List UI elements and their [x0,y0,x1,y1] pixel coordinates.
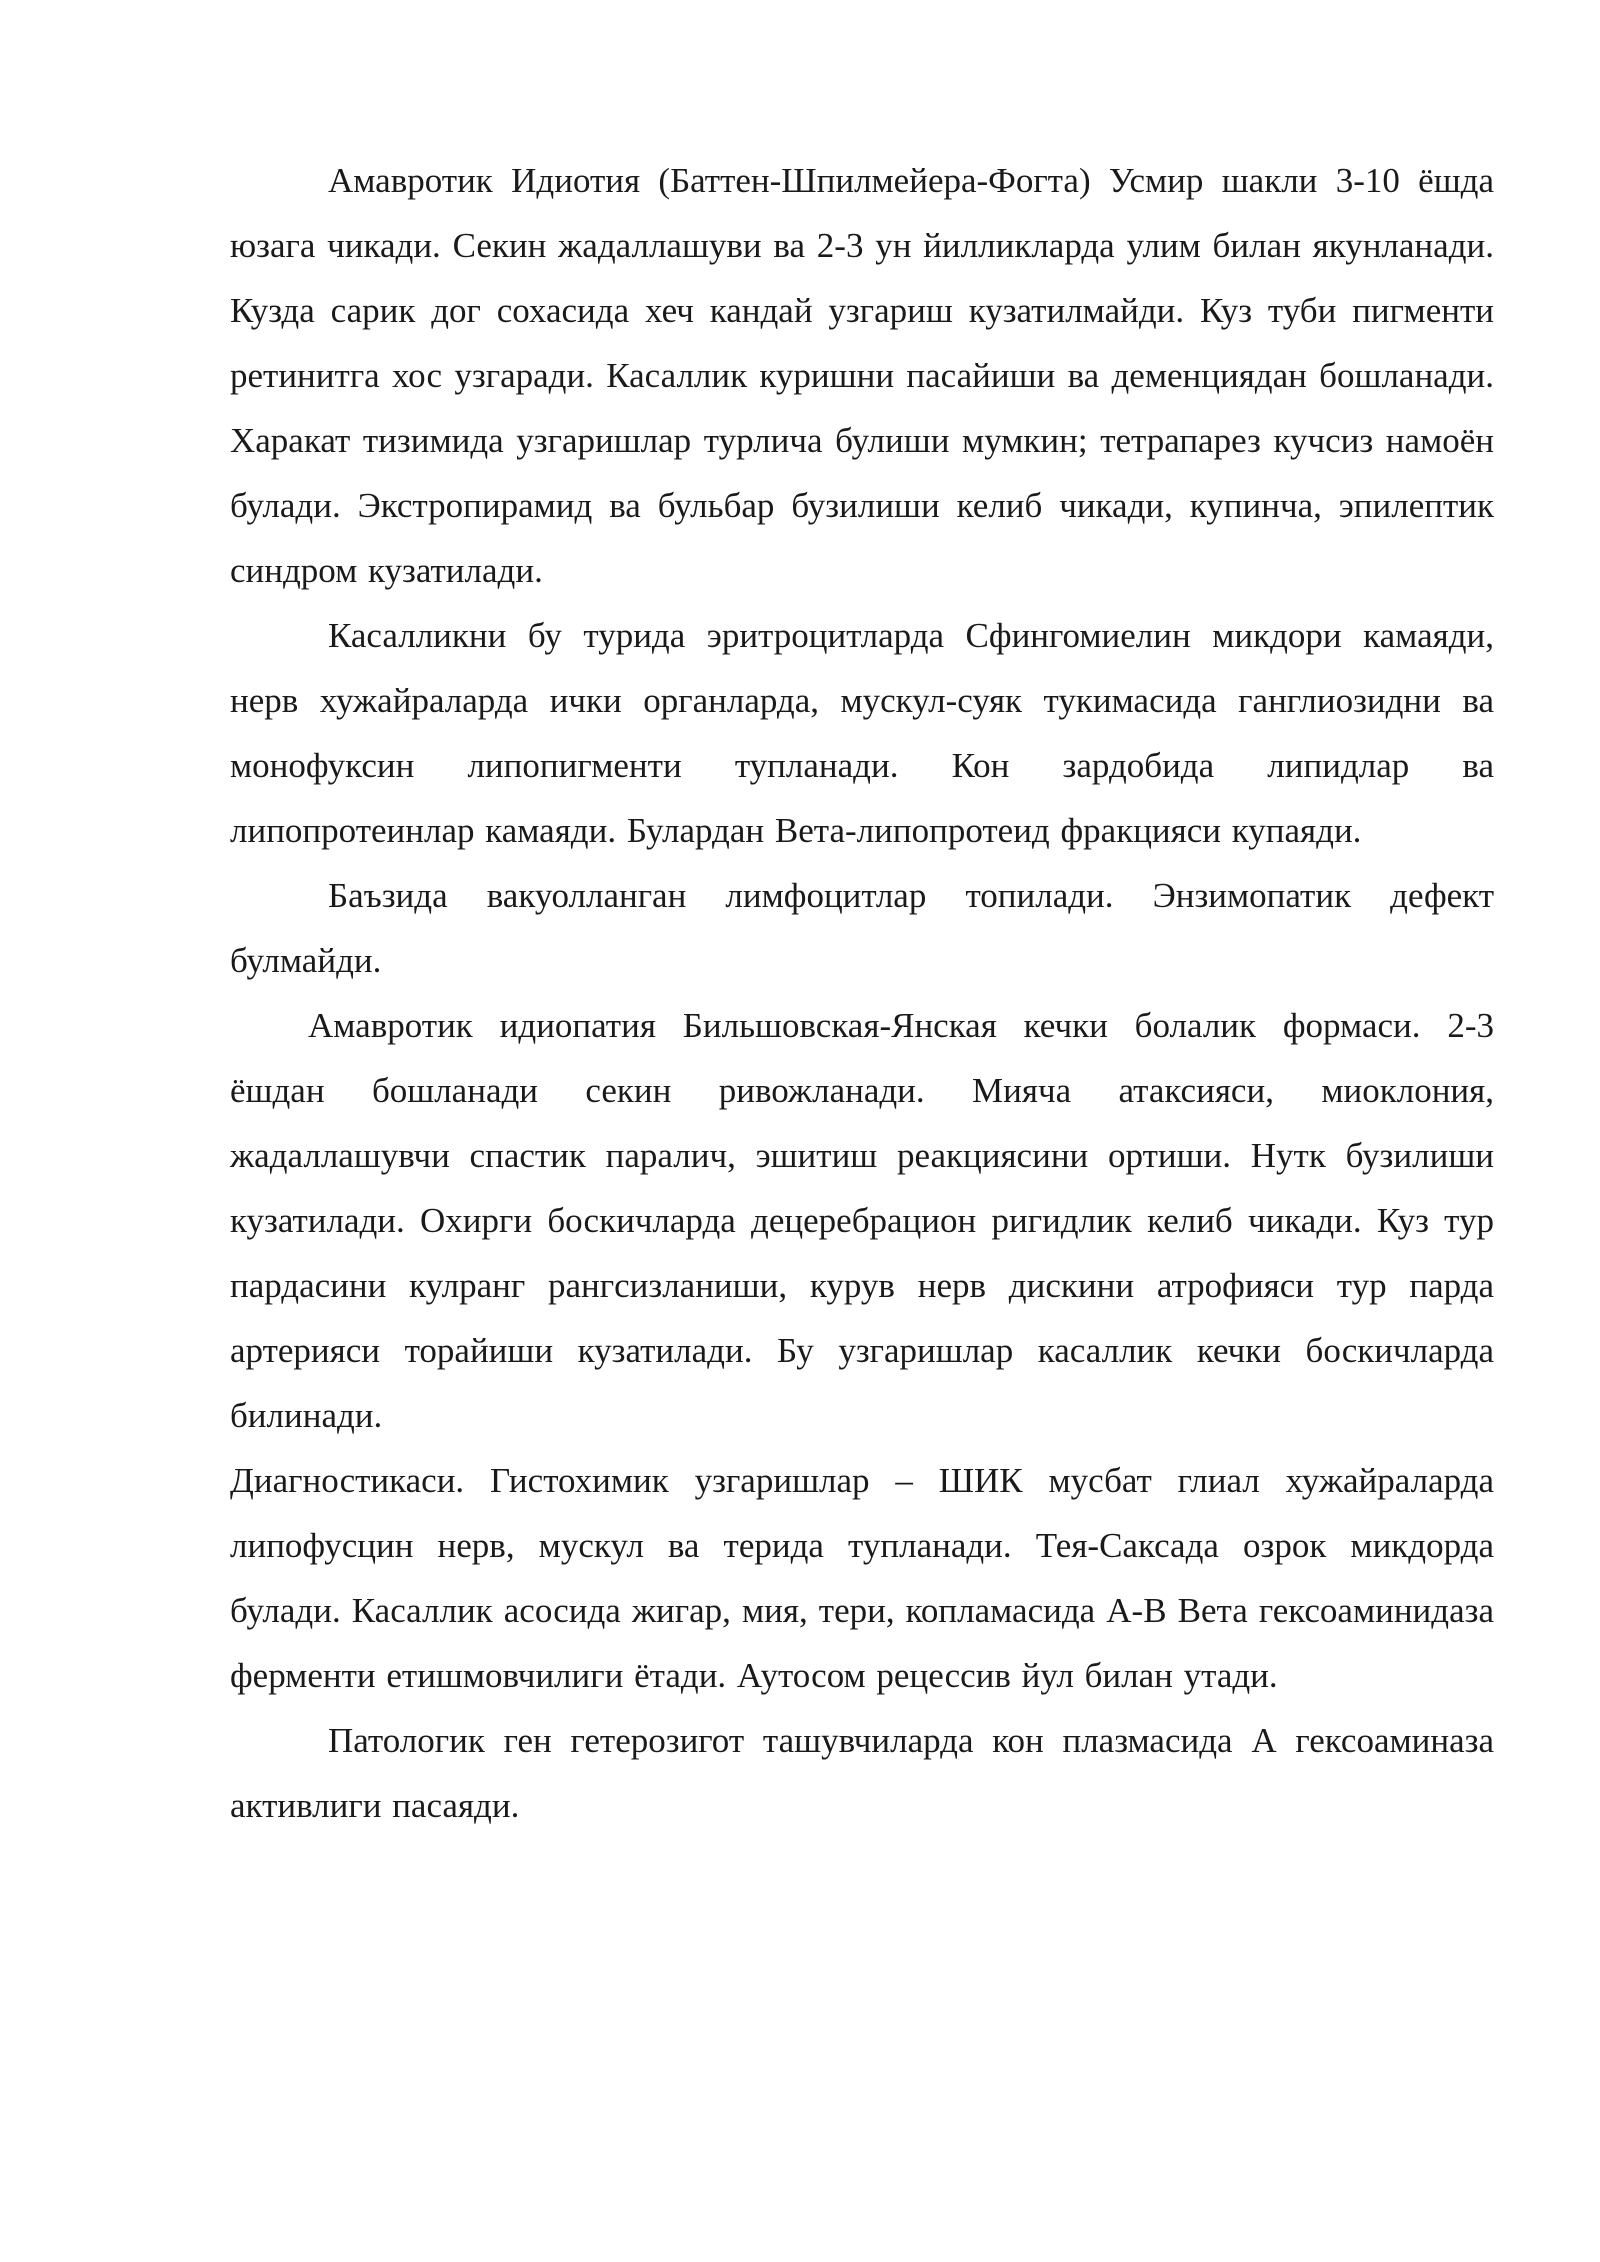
paragraph-sphingomyelin: Касалликни бу турида эритроцитларда Сфингомиелин микдори камаяди, нерв хужайраларда ички органларда, мускул-суяк тукимасида ганглиозидни ва монофуксин липопигменти тупланади. Кон зардобида липидлар ва липопротеинлар камаяди. Булардан Вета-липопротеид фракцияси купаяди. [230,616,1494,850]
paragraph-vacuolated-lymphocytes: Баъзида вакуолланган лимфоцитлар топилади. Энзимопатик дефект булмайди. [230,876,1494,980]
paragraph-amaurotic-idiocy: Амавротик Идиотия (Баттен-Шпилмейера-Фогта) Усмир шакли 3-10 ёшда юзага чикади. Секин жадаллашуви ва 2-3 ун йилликларда улим билан якунланади. Кузда сарик дог сохасида хеч кандай узгариш кузатилмайди. Куз туби пигменти ретинитга хос узгаради. Касаллик куришни пасайиши ва деменциядан бошланади. Харакат тизимида узгаришлар турлича булиши мумкин; тетрапарез кучсиз намоён булади. Экстропирамид ва бульбар бузилиши келиб чикади, купинча, эпилептик синдром кузатилади. [230,161,1494,590]
document-page [230,148,1494,1838]
paragraph-late-infantile-form: Амавротик идиопатия Бильшовская-Янская кечки болалик формаси. 2-3 ёшдан бошланади секин ривожланади. Мияча атаксияси, миоклония, жадаллашувчи спастик паралич, эшитиш реакциясини ортиши. Нутк бузилиши кузатилади. Охирги боскичларда децеребрацион ригидлик келиб чикади. Куз тур пардасини кулранг рангсизланиши, курув нерв дискини атрофияси тур парда артерияси торайиши кузатилади. Бу узгаришлар касаллик кечки боскичларда билинади. [230,1006,1494,1435]
paragraph-diagnostics: Диагностикаси. Гистохимик узгаришлар – ШИК мусбат глиал хужайраларда липофусцин нерв, мускул ва терида тупланади. Тея-Саксада озрок микдорда булади. Касаллик асосида жигар, мия, тери, копламасида А-В Вета гексоаминидаза ферменти етишмовчилиги ётади. Аутосом рецессив йул билан утади. [230,1461,1494,1695]
paragraph-heterozygous-carriers: Патологик ген гетерозигот ташувчиларда кон плазмасида А гексоаминаза активлиги пасаяди. [230,1721,1494,1825]
